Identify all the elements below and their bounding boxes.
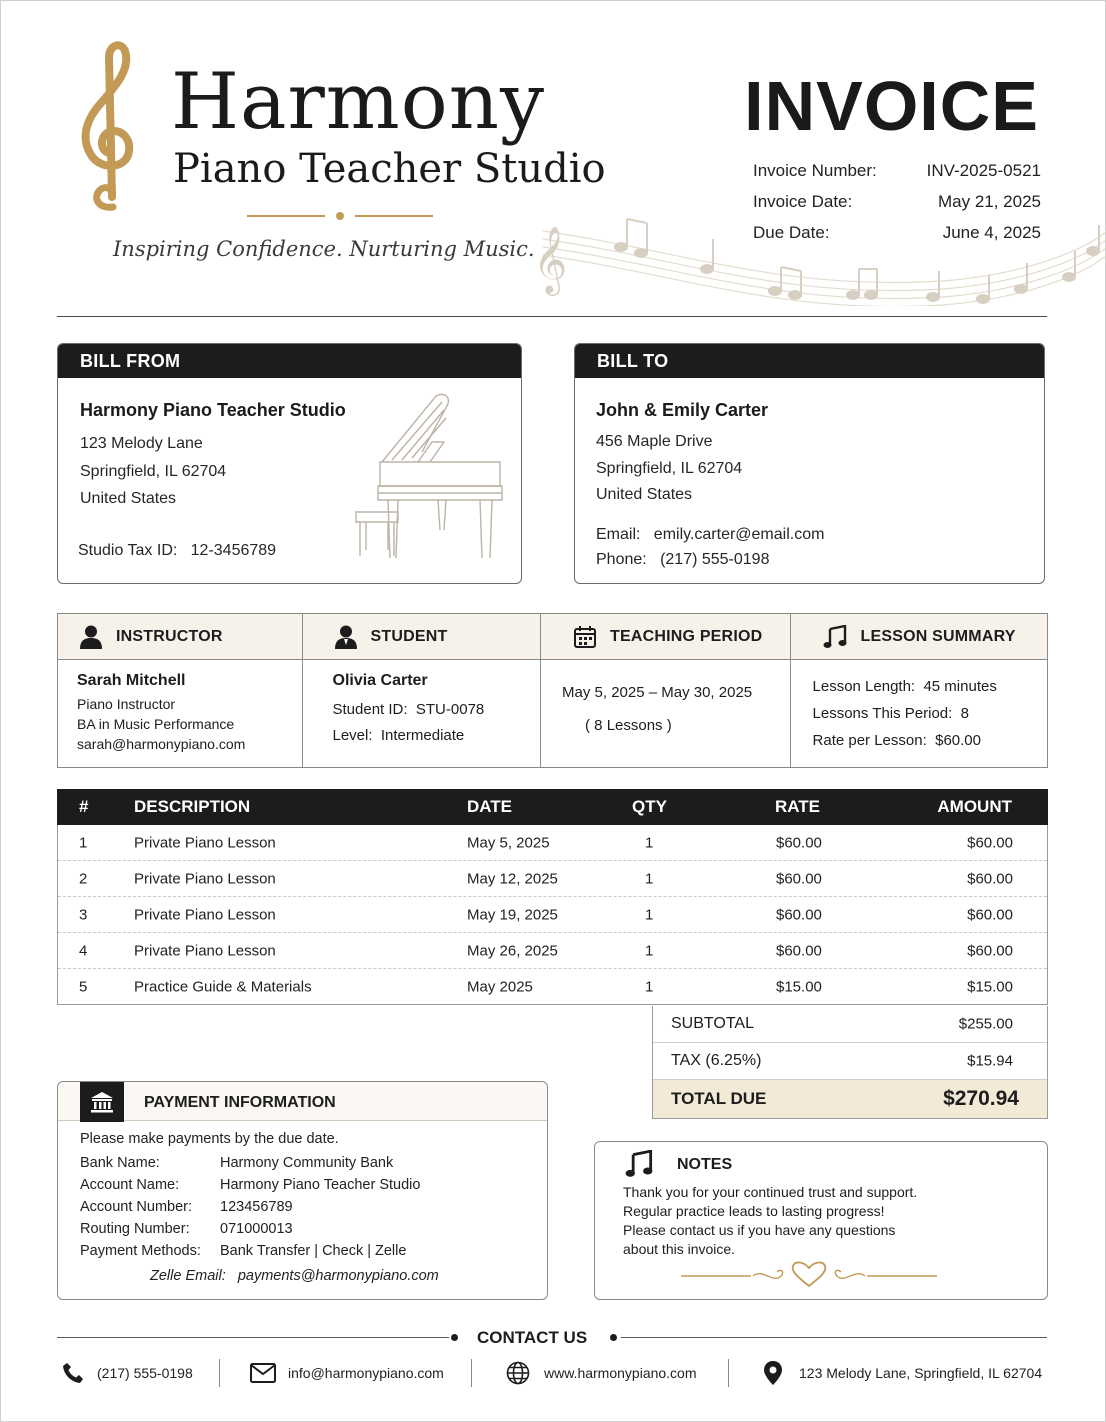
cell-rate: $60.00: [776, 870, 822, 887]
bank-icon: [80, 1082, 124, 1122]
payment-heading: PAYMENT INFORMATION: [144, 1094, 336, 1111]
student-name: Olivia Carter: [332, 672, 428, 689]
calendar-icon: [574, 626, 596, 648]
bill-to-phone-row: [596, 551, 769, 569]
cell-rate: $15.00: [776, 978, 822, 995]
notes-line: Please contact us if you have any questions: [623, 1222, 896, 1238]
due-date: June 4, 2025: [942, 223, 1041, 242]
payment-info-card: [57, 1081, 548, 1300]
brand-name: Harmony: [171, 57, 546, 147]
cell-amount: $60.00: [967, 870, 1013, 887]
cell-number: 4: [79, 942, 88, 959]
table-row: [58, 825, 1047, 861]
contact-website-text: www.harmonypiano.com: [544, 1365, 697, 1381]
cell-description: Private Piano Lesson: [134, 906, 276, 923]
tax-label: TAX (6.25%): [671, 1052, 762, 1069]
period-lessons: ( 8 Lessons ): [585, 717, 672, 734]
payment-label: Bank Name:: [80, 1155, 160, 1171]
cell-qty: 1: [645, 978, 654, 995]
invoice-number: INV-2025-0521: [926, 161, 1041, 180]
payment-value: 123456789: [220, 1199, 293, 1215]
cell-rate: $60.00: [776, 834, 822, 851]
cell-number: 5: [79, 978, 88, 995]
cell-date: May 12, 2025: [467, 870, 558, 887]
due-date-row: [753, 223, 1041, 243]
table-body: [57, 825, 1048, 1005]
cell-date: May 19, 2025: [467, 906, 558, 923]
summary-row: [813, 678, 997, 695]
student-id-value: STU-0078: [415, 701, 485, 718]
cell-qty: 1: [645, 870, 654, 887]
contact-divider-left: [57, 1337, 449, 1338]
student-id-row: [333, 701, 485, 718]
teaching-period-header: [541, 614, 790, 660]
student-level-row: [333, 727, 465, 744]
instructor-header: [58, 614, 302, 660]
person-icon: [80, 625, 102, 649]
contact-address: [763, 1357, 1042, 1389]
total-due-value: $270.94: [943, 1087, 1019, 1110]
summary-label: Lesson Length:: [812, 678, 916, 695]
cell-description: Practice Guide & Materials: [134, 978, 312, 995]
lesson-summary-header: [791, 614, 1047, 660]
contact-separator: [219, 1359, 220, 1387]
contact-divider-right: [621, 1337, 1047, 1338]
table-row: [58, 969, 1047, 1005]
payment-value: 071000013: [220, 1221, 293, 1237]
notes-line: about this invoice.: [623, 1241, 736, 1257]
bill-to-phone: (217) 555-0198: [660, 551, 770, 568]
contact-dot-left: [451, 1334, 458, 1341]
notes-card: [594, 1141, 1048, 1300]
lesson-info-grid: [57, 613, 1048, 768]
col-description: DESCRIPTION: [134, 797, 251, 816]
payment-intro: Please make payments by the due date.: [80, 1131, 339, 1147]
tax-id-value: 12-3456789: [190, 542, 277, 559]
table-row: [58, 861, 1047, 897]
zelle-email[interactable]: payments@harmonypiano.com: [237, 1268, 439, 1284]
phone-icon: [61, 1361, 85, 1385]
bill-from-country: United States: [80, 490, 177, 507]
summary-value: 45 minutes: [923, 678, 997, 695]
summary-row: [813, 705, 970, 722]
contact-dot-right: [610, 1334, 617, 1341]
payment-row: [80, 1177, 420, 1193]
phone-label: Phone:: [596, 551, 647, 568]
meta-label: Invoice Number:: [753, 161, 877, 180]
treble-clef-icon: [79, 39, 141, 219]
table-row: [58, 933, 1047, 969]
cell-date: May 2025: [467, 978, 533, 995]
teaching-period-column: [541, 614, 791, 767]
payment-value: Harmony Community Bank: [220, 1155, 394, 1171]
contact-phone[interactable]: [61, 1357, 193, 1389]
cell-number: 1: [79, 834, 88, 851]
student-heading: STUDENT: [370, 627, 448, 645]
instructor-email[interactable]: sarah@harmonypiano.com: [77, 736, 246, 752]
payment-value: Harmony Piano Teacher Studio: [220, 1177, 421, 1193]
cell-amount: $15.00: [967, 978, 1013, 995]
instructor-column: [58, 614, 303, 767]
notes-line: Thank you for your continued trust and support.: [623, 1184, 918, 1200]
grand-piano-icon: [352, 390, 504, 571]
contact-separator: [471, 1359, 472, 1387]
summary-value: $60.00: [935, 732, 981, 749]
bill-from-name: Harmony Piano Teacher Studio: [80, 400, 346, 420]
tax-id-row: [78, 542, 276, 560]
payment-label: Payment Methods:: [80, 1243, 201, 1259]
subtotal-row: [653, 1006, 1047, 1043]
music-note-icon: [625, 1150, 653, 1183]
mail-icon: [250, 1363, 276, 1383]
student-icon: [335, 625, 357, 649]
period-range: May 5, 2025 – May 30, 2025: [562, 684, 753, 701]
cell-date: May 26, 2025: [467, 942, 558, 959]
cell-description: Private Piano Lesson: [134, 834, 276, 851]
payment-row: [80, 1199, 293, 1215]
col-qty: QTY: [632, 797, 667, 816]
notes-heading: NOTES: [677, 1156, 733, 1173]
bill-from-card: [57, 343, 522, 584]
summary-row: [813, 732, 981, 749]
col-date: DATE: [467, 797, 513, 816]
location-pin-icon: [763, 1360, 783, 1386]
invoice-number-row: [753, 161, 1041, 181]
subtotal-value: $255.00: [958, 1015, 1013, 1033]
subtotal-label: SUBTOTAL: [671, 1015, 754, 1032]
student-column: [303, 614, 542, 767]
cell-rate: $60.00: [776, 942, 822, 959]
tax-id-label: Studio Tax ID:: [78, 542, 178, 559]
cell-qty: 1: [645, 906, 654, 923]
total-due-label: TOTAL DUE: [671, 1089, 767, 1108]
cell-amount: $60.00: [967, 942, 1013, 959]
header-divider: [57, 316, 1047, 317]
student-header: [303, 614, 541, 660]
instructor-title: Piano Instructor: [77, 696, 176, 712]
bill-to-address2: Springfield, IL 62704: [596, 460, 743, 477]
col-number: #: [79, 797, 89, 816]
notes-line: Regular practice leads to lasting progress!: [623, 1203, 885, 1219]
payment-row: [80, 1221, 293, 1237]
col-rate: RATE: [775, 797, 821, 816]
tax-value: $15.94: [967, 1052, 1013, 1070]
instructor-degree: BA in Music Performance: [77, 716, 235, 732]
heart-flourish-icon: [681, 1260, 937, 1295]
bill-to-name: John & Emily Carter: [596, 400, 769, 420]
tax-row: [653, 1043, 1047, 1080]
bill-to-address1: 456 Maple Drive: [596, 433, 713, 450]
student-id-label: Student ID:: [332, 701, 408, 718]
payment-label: Routing Number:: [80, 1221, 190, 1237]
tagline: Inspiring Confidence. Nurturing Music.: [113, 237, 535, 261]
summary-label: Rate per Lesson:: [812, 732, 927, 749]
table-row: [58, 897, 1047, 933]
meta-label: Due Date:: [753, 223, 830, 242]
gold-divider: [247, 209, 433, 223]
cell-description: Private Piano Lesson: [134, 870, 276, 887]
globe-icon: [506, 1361, 530, 1385]
payment-value: Bank Transfer | Check | Zelle: [220, 1243, 407, 1259]
bill-from-address2: Springfield, IL 62704: [80, 463, 227, 480]
bill-to-heading: BILL TO: [575, 344, 1044, 378]
cell-description: Private Piano Lesson: [134, 942, 276, 959]
zelle-label: Zelle Email:: [150, 1268, 226, 1284]
cell-number: 2: [79, 870, 88, 887]
music-note-icon: [823, 625, 847, 649]
bill-to-email-row: [596, 526, 824, 544]
cell-amount: $60.00: [967, 834, 1013, 851]
totals-box: [652, 1006, 1048, 1119]
invoice-date: May 21, 2025: [937, 192, 1041, 211]
lesson-summary-heading: LESSON SUMMARY: [860, 627, 1016, 645]
contact-heading: CONTACT US: [477, 1328, 588, 1347]
cell-qty: 1: [645, 834, 654, 851]
bill-to-country: United States: [596, 486, 693, 503]
bill-to-card: [574, 343, 1045, 584]
bill-from-heading: BILL FROM: [58, 344, 521, 378]
line-items-table: [57, 789, 1048, 1005]
summary-label: Lessons This Period:: [812, 705, 953, 722]
level-label: Level:: [332, 727, 373, 744]
summary-value: 8: [960, 705, 970, 722]
cell-rate: $60.00: [776, 906, 822, 923]
cell-amount: $60.00: [967, 906, 1013, 923]
bill-from-address1: 123 Melody Lane: [80, 435, 203, 452]
instructor-heading: INSTRUCTOR: [116, 627, 223, 645]
bill-to-email[interactable]: emily.carter@email.com: [653, 526, 825, 543]
invoice-title: INVOICE: [744, 67, 1039, 145]
invoice-date-row: [753, 192, 1041, 212]
email-label: Email:: [596, 526, 641, 543]
cell-number: 3: [79, 906, 88, 923]
lesson-summary-column: [791, 614, 1047, 767]
svg-text:𝄞: 𝄞: [533, 225, 568, 293]
payment-label: Account Name:: [80, 1177, 180, 1193]
cell-qty: 1: [645, 942, 654, 959]
zelle-row: [150, 1268, 439, 1284]
col-amount: AMOUNT: [937, 797, 1012, 816]
teaching-period-heading: TEACHING PERIOD: [610, 627, 763, 645]
meta-label: Invoice Date:: [753, 192, 853, 211]
contact-address-text: 123 Melody Lane, Springfield, IL 62704: [799, 1365, 1043, 1381]
contact-phone-text: (217) 555-0198: [97, 1365, 193, 1381]
level-value: Intermediate: [380, 727, 465, 744]
instructor-name: Sarah Mitchell: [77, 672, 186, 689]
payment-row: [80, 1243, 406, 1259]
payment-row: [80, 1155, 393, 1171]
cell-date: May 5, 2025: [467, 834, 550, 851]
table-header: [57, 789, 1048, 825]
contact-email-text: info@harmonypiano.com: [288, 1365, 444, 1381]
contact-website[interactable]: [506, 1357, 697, 1389]
total-due-row: [653, 1080, 1047, 1118]
payment-label: Account Number:: [80, 1199, 193, 1215]
brand-subtitle: Piano Teacher Studio: [173, 146, 606, 192]
contact-email[interactable]: [250, 1357, 444, 1389]
contact-separator: [728, 1359, 729, 1387]
